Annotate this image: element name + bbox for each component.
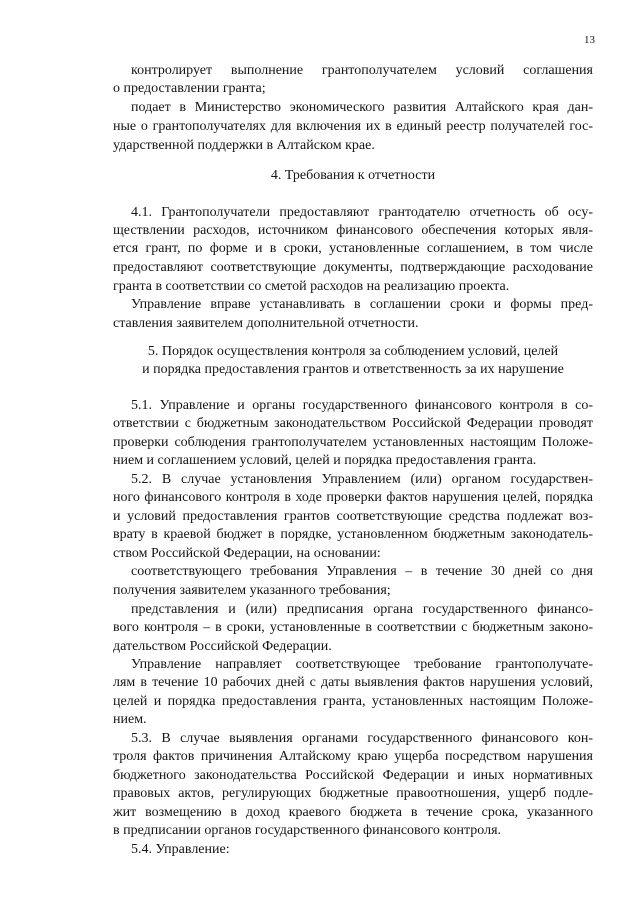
section-heading: 5. Порядок осуществления контроля за соблюдением условий, целей: [147, 344, 559, 359]
text-line: 5.3. В случае выявления органами государственного финансового кон-: [131, 731, 593, 746]
text-line: нием и соглашением условий, целей и порядка предоставления гранта.: [113, 453, 537, 468]
text-line: бюджетного законодательства Российской Федерации и иных нормативных: [113, 768, 593, 783]
text-line: получения заявителем указанного требования;: [113, 583, 391, 598]
text-line: правовых актов, регулирующих бюджетные правоотношения, ущерб подле-: [113, 786, 593, 801]
text-line: ные о грантополучателях для включения их в единый реестр получателей гос-: [113, 119, 593, 134]
text-line: подает в Министерство экономического развития Алтайского края дан-: [131, 100, 593, 115]
text-line: ударственной поддержки в Алтайском крае.: [113, 138, 375, 153]
text-line: о предоставлении гранта;: [113, 81, 266, 96]
page-number: 13: [584, 34, 595, 46]
text-line: троля фактов причинения Алтайскому краю ущерба посредством нарушения: [113, 749, 593, 764]
section-heading: и порядка предоставления грантов и ответственность за их нарушение: [142, 362, 564, 377]
text-line: соответствующего требования Управления – в течение 30 дней со дня: [131, 564, 593, 579]
text-line: врату в краевой бюджет в порядке, установленном бюджетным законодатель-: [113, 527, 593, 542]
text-line: 5.1. Управление и органы государственного финансового контроля в со-: [131, 398, 593, 413]
text-line: 5.4. Управление:: [131, 842, 230, 857]
text-line: представления и (или) предписания органа государственного финансо-: [131, 602, 593, 617]
text-line: Управление вправе устанавливать в соглашении сроки и формы пред-: [131, 297, 593, 312]
text-line: лям в течение 10 рабочих дней с даты выявления фактов нарушения условий,: [113, 675, 593, 690]
text-line: вого контроля – в сроки, установленные в соответствии с бюджетным законо-: [113, 620, 593, 635]
text-line: 4.1. Грантополучатели предоставляют грантодателю отчетность об осу-: [131, 205, 593, 220]
text-line: гранта в соответствии со сметой расходов на реализацию проекта.: [113, 279, 510, 294]
text-line: ществлении расходов, источником финансового обеспечения которых явля-: [113, 223, 593, 238]
text-line: ного финансового контроля в ходе проверки фактов нарушения целей, порядка: [113, 490, 593, 505]
text-line: в предписании органов государственного финансового контроля.: [113, 823, 502, 838]
text-line: ставления заявителем дополнительной отчетности.: [113, 316, 419, 331]
text-line: Управление направляет соответствующее требование грантополучате-: [131, 657, 593, 672]
text-line: проверки соблюдения грантополучателем установленных настоящим Положе-: [113, 435, 593, 450]
text-line: и условий предоставления грантов соответствующие средства подлежат воз-: [113, 509, 593, 524]
text-line: жит возмещению в доход краевого бюджета в течение срока, указанного: [113, 805, 593, 820]
text-line: целей и порядка предоставления гранта, установленных настоящим Положе-: [113, 694, 593, 709]
text-line: ответствии с бюджетным законодательством Российской Федерации проводят: [113, 416, 593, 431]
text-line: контролирует выполнение грантополучателем условий соглашения: [131, 63, 593, 78]
section-heading: 4. Требования к отчетности: [270, 168, 436, 183]
text-line: дательством Российской Федерации.: [113, 639, 332, 654]
text-line: 5.2. В случае установления Управлением (или) органом государствен-: [131, 472, 593, 487]
text-line: предоставляют соответствующие документы, подтверждающие расходование: [113, 260, 593, 275]
text-line: ется грант, по форме и в сроки, установленные соглашением, в том числе: [113, 241, 593, 256]
text-line: ством Российской Федерации, на основании:: [113, 546, 381, 561]
text-line: нием.: [113, 712, 147, 727]
